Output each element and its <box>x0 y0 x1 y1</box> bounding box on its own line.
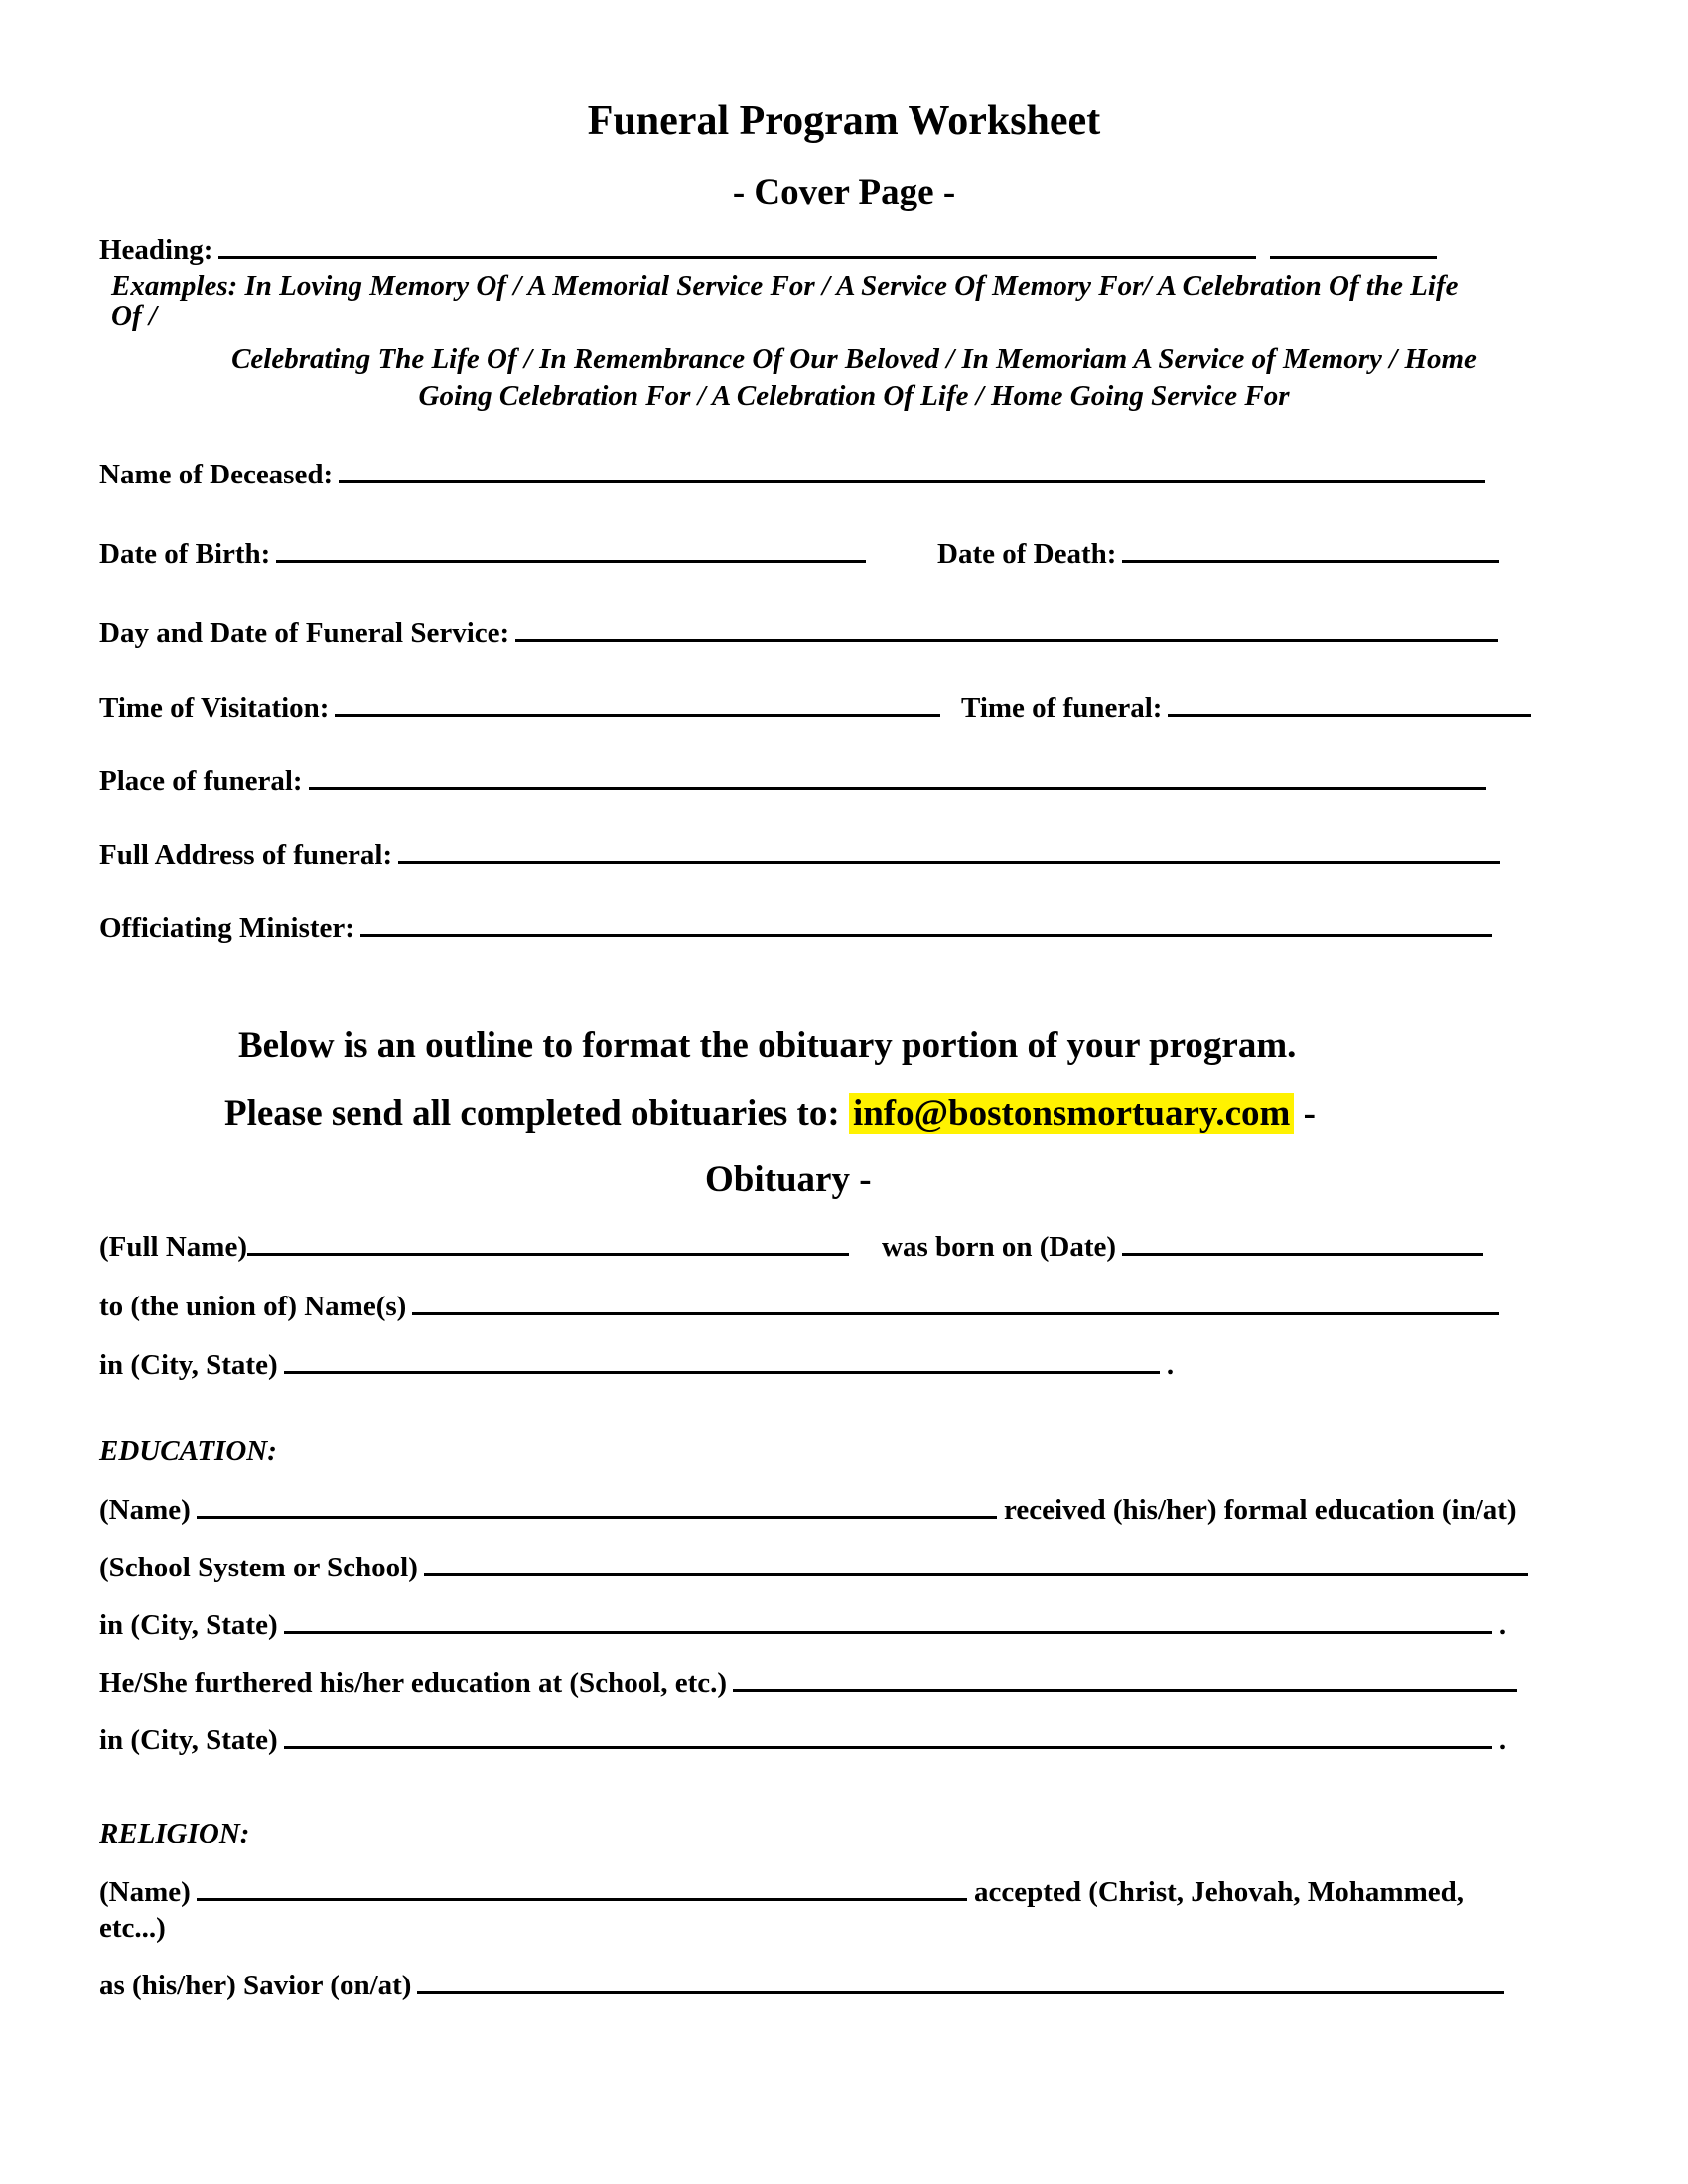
religion-savior-label: as (his/her) Savior (on/at) <box>99 1970 412 2001</box>
full-address-input[interactable] <box>398 861 1500 864</box>
heading-input[interactable] <box>218 256 1256 259</box>
outline-instruction: Below is an outline to format the obituary portion of your program. <box>238 1025 1297 1066</box>
examples-line-2: Of / <box>111 300 157 332</box>
date-of-death-label: Date of Death: <box>937 538 1117 570</box>
education-heading: EDUCATION: <box>99 1435 277 1467</box>
time-of-visitation-label: Time of Visitation: <box>99 692 330 724</box>
religion-name-field <box>99 1876 1464 1909</box>
obituary-union-label: to (the union of) Name(s) <box>99 1291 407 1322</box>
officiating-minister-input[interactable] <box>360 934 1492 937</box>
education-furthered-field <box>99 1667 1517 1700</box>
obituary-city-field <box>99 1349 1174 1382</box>
page-title: Funeral Program Worksheet <box>587 98 1101 144</box>
religion-etc-text: etc...) <box>99 1912 166 1944</box>
education-city2-input[interactable] <box>284 1746 1492 1749</box>
name-of-deceased-field <box>99 459 1485 491</box>
send-dash: - <box>1303 1093 1316 1134</box>
obituary-full-name-field <box>99 1231 849 1264</box>
religion-heading: RELIGION: <box>99 1818 250 1849</box>
religion-name-input[interactable] <box>197 1898 967 1901</box>
education-school-label: (School System or School) <box>99 1552 418 1583</box>
education-received-text: received (his/her) formal education (in/at) <box>1004 1494 1517 1526</box>
education-furthered-input[interactable] <box>733 1689 1517 1692</box>
education-school-input[interactable] <box>424 1573 1528 1576</box>
date-of-death-field <box>937 538 1499 571</box>
place-of-funeral-input[interactable] <box>309 787 1486 790</box>
education-name-field <box>99 1494 1517 1527</box>
obituary-union-input[interactable] <box>412 1312 1499 1315</box>
obituary-heading: Obituary - <box>705 1160 872 1200</box>
religion-name-label: (Name) <box>99 1876 191 1908</box>
time-of-funeral-input[interactable] <box>1168 714 1531 717</box>
education-city-label: in (City, State) <box>99 1609 278 1641</box>
education-city-period: . <box>1498 1609 1507 1641</box>
place-of-funeral-label: Place of funeral: <box>99 765 303 797</box>
obituary-full-name-label: (Full Name) <box>99 1231 247 1263</box>
examples-line-4: Going Celebration For / A Celebration Of Life / Home Going Service For <box>418 380 1290 412</box>
obituary-born-on-label: was born on (Date) <box>882 1231 1117 1263</box>
name-of-deceased-label: Name of Deceased: <box>99 459 334 490</box>
religion-savior-input[interactable] <box>417 1991 1504 1994</box>
time-of-visitation-field <box>99 692 940 725</box>
date-of-death-input[interactable] <box>1122 560 1499 563</box>
obituary-born-on-field <box>882 1231 1483 1264</box>
place-of-funeral-field <box>99 765 1486 798</box>
education-city-field <box>99 1609 1506 1642</box>
funeral-service-date-field <box>99 617 1498 650</box>
page-subtitle: - Cover Page - <box>732 172 956 212</box>
email-link[interactable]: info@bostonsmortuary.com <box>849 1093 1294 1134</box>
obituary-city-label: in (City, State) <box>99 1349 278 1381</box>
education-furthered-label: He/She furthered his/her education at (School, etc.) <box>99 1667 728 1699</box>
officiating-minister-field <box>99 912 1492 945</box>
education-city2-field <box>99 1724 1506 1757</box>
obituary-city-period: . <box>1166 1349 1175 1381</box>
religion-accepted-text: accepted (Christ, Jehovah, Mohammed, <box>974 1876 1464 1908</box>
religion-savior-field <box>99 1970 1504 2002</box>
heading-label: Heading: <box>99 234 213 266</box>
officiating-minister-label: Officiating Minister: <box>99 912 354 944</box>
education-city-input[interactable] <box>284 1631 1492 1634</box>
obituary-city-input[interactable] <box>284 1371 1160 1374</box>
education-city2-period: . <box>1498 1724 1507 1756</box>
time-of-funeral-field <box>961 692 1531 725</box>
education-name-label: (Name) <box>99 1494 191 1526</box>
heading-input-extra[interactable] <box>1270 256 1437 259</box>
examples-line-1: Examples: In Loving Memory Of / A Memorial Service For / A Service Of Memory For/ A Celebration Of the Life <box>111 270 1459 302</box>
education-name-input[interactable] <box>197 1516 997 1519</box>
send-text: Please send all completed obituaries to: <box>224 1093 840 1134</box>
time-of-visitation-input[interactable] <box>335 714 940 717</box>
heading-field <box>99 234 1437 267</box>
funeral-service-date-label: Day and Date of Funeral Service: <box>99 617 510 649</box>
examples-line-3: Celebrating The Life Of / In Remembrance Of Our Beloved / In Memoriam A Service of Memory / Home <box>231 343 1477 375</box>
full-address-label: Full Address of funeral: <box>99 839 393 871</box>
funeral-service-date-input[interactable] <box>515 639 1498 642</box>
send-instruction <box>224 1093 1316 1136</box>
education-city2-label: in (City, State) <box>99 1724 278 1756</box>
obituary-union-field <box>99 1291 1499 1323</box>
time-of-funeral-label: Time of funeral: <box>961 692 1163 724</box>
date-of-birth-field <box>99 538 866 571</box>
date-of-birth-input[interactable] <box>276 560 866 563</box>
date-of-birth-label: Date of Birth: <box>99 538 271 570</box>
name-of-deceased-input[interactable] <box>339 480 1485 483</box>
obituary-full-name-input[interactable] <box>247 1253 849 1256</box>
full-address-field <box>99 839 1500 872</box>
obituary-born-on-input[interactable] <box>1122 1253 1483 1256</box>
education-school-field <box>99 1552 1528 1584</box>
